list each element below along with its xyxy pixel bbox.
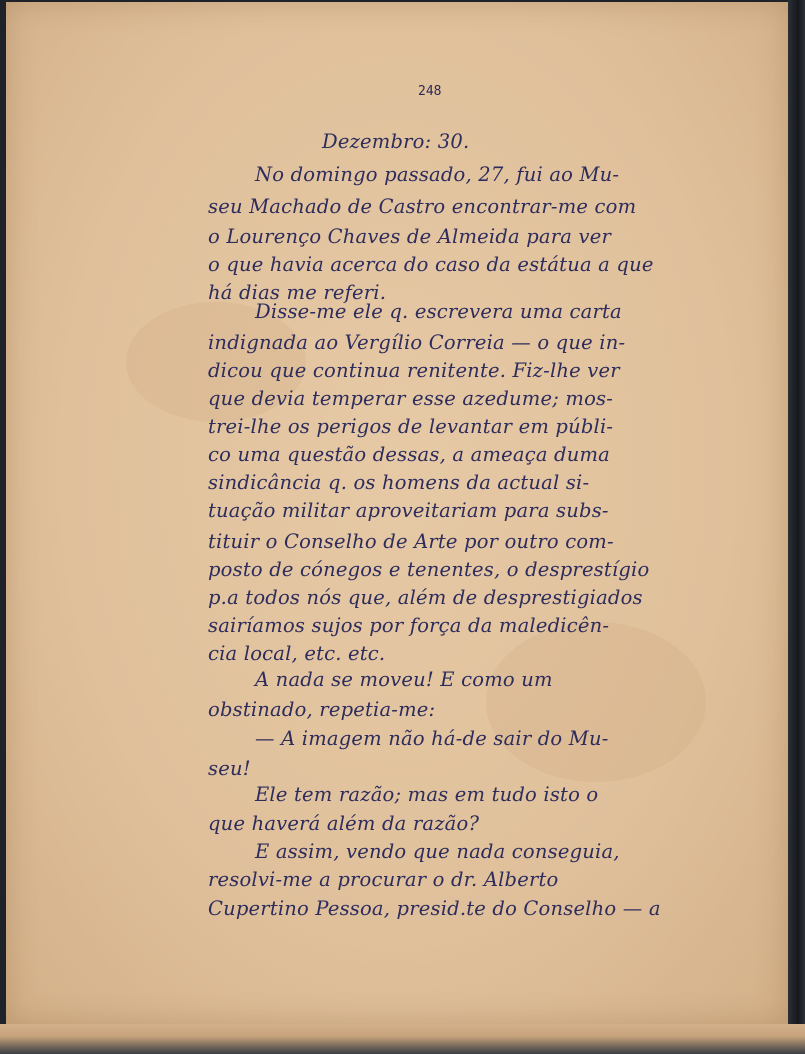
manuscript-line: — A imagem não há-de sair do Mu- — [255, 727, 609, 750]
manuscript-line: que haverá além da razão? — [208, 812, 480, 835]
manuscript-line: cia local, etc. etc. — [208, 642, 386, 665]
manuscript-line: dicou que continua renitente. Fiz-lhe ver — [208, 359, 620, 382]
manuscript-line: sairíamos sujos por força da maledicên- — [208, 614, 610, 637]
manuscript-line: que devia temperar esse azedume; mos- — [208, 387, 614, 410]
manuscript-line: sindicância q. os homens da actual si- — [208, 471, 590, 494]
binding-edge — [788, 0, 805, 1054]
manuscript-line: trei-lhe os perigos de levantar em públi- — [208, 415, 614, 438]
manuscript-line: o Lourenço Chaves de Almeida para ver — [208, 225, 611, 248]
date-heading: Dezembro: 30. — [322, 130, 470, 153]
manuscript-line: obstinado, repetia-me: — [208, 698, 436, 721]
manuscript-line: Ele tem razão; mas em tudo isto o — [255, 783, 599, 806]
manuscript-line: p.a todos nós que, além de desprestigiados — [208, 586, 643, 609]
manuscript-line: E assim, vendo que nada conseguia, — [255, 840, 620, 863]
manuscript-line: há dias me referi. — [208, 281, 387, 304]
page-number: 248 — [418, 84, 442, 99]
manuscript-line: tuação militar aproveitariam para subs- — [208, 499, 609, 522]
manuscript-line: Disse-me ele q. escrevera uma carta — [255, 300, 622, 323]
manuscript-line: seu Machado de Castro encontrar-me com — [208, 195, 637, 218]
manuscript-line: tituir o Conselho de Arte por outro com- — [208, 530, 614, 553]
paper-stain — [486, 622, 706, 782]
manuscript-line: resolvi-me a procurar o dr. Alberto — [208, 868, 559, 891]
manuscript-line: No domingo passado, 27, fui ao Mu- — [255, 163, 620, 186]
manuscript-line: co uma questão dessas, a ameaça duma — [208, 443, 610, 466]
manuscript-line: Cupertino Pessoa, presid.te do Conselho — a — [208, 897, 661, 920]
page-bottom-edge — [0, 1024, 805, 1054]
manuscript-line: indignada ao Vergílio Correia — o que in- — [208, 331, 626, 354]
manuscript-line: posto de cónegos e tenentes, o desprestígio — [208, 558, 650, 581]
manuscript-line: seu! — [208, 757, 251, 780]
manuscript-line: A nada se moveu! E como um — [255, 668, 553, 691]
manuscript-line: o que havia acerca do caso da estátua a que — [208, 253, 654, 276]
